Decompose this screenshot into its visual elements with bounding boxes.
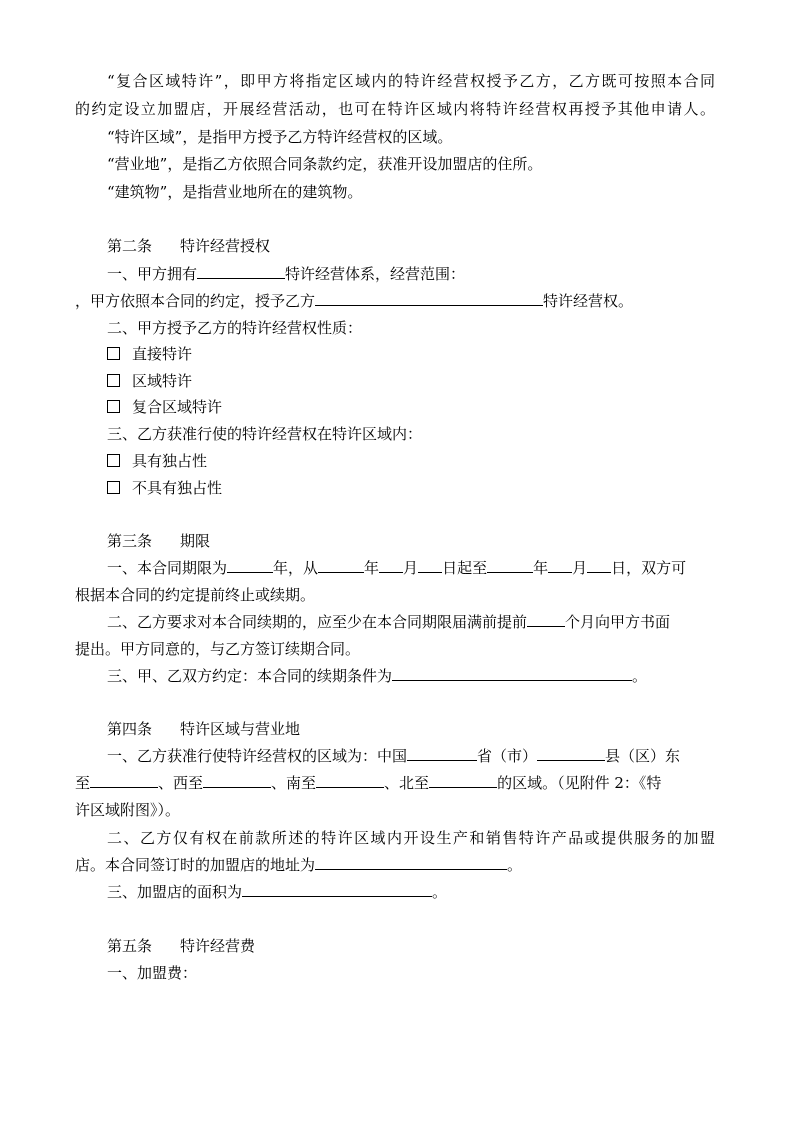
article-4-text-west: 、西至: [158, 774, 204, 792]
article-2-item-1-text-d: 特许经营权。: [543, 292, 634, 310]
granted-franchise-blank[interactable]: [315, 290, 543, 306]
article-4-item-1-line1: [75, 743, 715, 770]
south-boundary-blank[interactable]: [316, 772, 384, 788]
store-area-blank[interactable]: [242, 881, 432, 897]
county-blank[interactable]: [537, 745, 605, 761]
article-2-item-1-line1: [75, 261, 715, 288]
article-4-text-b: 省（市）: [477, 747, 538, 765]
article-5-heading: [75, 933, 715, 960]
article-4-text-appendix: 的区域。（见附件 2：《特: [497, 774, 662, 792]
article-3-item-2-text-b: 个月向甲方书面: [565, 613, 671, 631]
article-2-item-1-text-a: 一、甲方拥有: [107, 265, 198, 283]
article-4-item-3-text-b: 。: [432, 883, 448, 901]
definition-business-premises: “营业地”，是指乙方依照合同条款约定，获准开设加盟店的住所。: [107, 155, 543, 173]
article-2-item-1-text-c: ，甲方依照本合同的约定，授予乙方: [75, 292, 316, 310]
start-year-blank[interactable]: [318, 557, 364, 573]
option-exclusive-label: 具有独占性: [132, 452, 208, 470]
option-area-franchise[interactable]: [75, 368, 715, 395]
end-month-blank[interactable]: [548, 557, 572, 573]
article-4-item-2-line2: [75, 852, 715, 879]
article-3-heading: [75, 528, 715, 555]
article-3-text-g: 月: [572, 559, 588, 577]
checkbox-icon[interactable]: [107, 347, 120, 360]
article-5-item-1: 一、加盟费：: [107, 964, 198, 982]
article-2-item-2: 二、甲方授予乙方的特许经营权性质：: [107, 319, 363, 337]
definition-compound-franchise-line2: 的约定设立加盟店，开展经营活动，也可在特许区域内将特许经营权再授予其他申请人。: [75, 100, 715, 118]
article-5-number: 第五条: [107, 937, 153, 955]
article-4-item-2-text-b: 。: [507, 856, 523, 874]
article-3-item-3-text-a: 三、甲、乙双方约定：本合同的续期条件为: [107, 667, 393, 685]
start-day-blank[interactable]: [418, 557, 442, 573]
article-3-text-d: 月: [403, 559, 419, 577]
article-3-text-f: 年: [533, 559, 549, 577]
end-day-blank[interactable]: [587, 557, 611, 573]
article-5-title: 特许经营费: [180, 937, 256, 955]
option-direct-franchise[interactable]: [75, 341, 715, 368]
option-compound-area-franchise-label: 复合区域特许: [132, 398, 223, 416]
article-4-item-3-text-a: 三、加盟店的面积为: [107, 883, 243, 901]
article-2-item-1-text-b: 特许经营体系，经营范围：: [285, 265, 466, 283]
article-3-item-3: [75, 663, 715, 690]
article-2-item-1-line2: [75, 288, 715, 315]
article-3-text-e: 日起至: [442, 559, 488, 577]
article-4-text-north: 、北至: [384, 774, 430, 792]
checkbox-icon[interactable]: [107, 454, 120, 467]
article-4-text-a: 一、乙方获准行使特许经营权的区域为：中国: [107, 747, 408, 765]
article-4-number: 第四条: [107, 720, 153, 738]
article-4-item-2-text-a: 店。本合同签订时的加盟店的地址为: [75, 856, 316, 874]
option-non-exclusive-label: 不具有独占性: [132, 479, 223, 497]
definition-building: “建筑物”，是指营业地所在的建筑物。: [107, 183, 363, 201]
article-2-heading: [75, 233, 715, 260]
article-3-item-3-text-b: 。: [632, 667, 648, 685]
store-address-blank[interactable]: [315, 854, 507, 870]
article-3-item-1-line1: [75, 555, 715, 582]
article-4-item-1-line2: [75, 770, 715, 797]
option-exclusive[interactable]: [75, 448, 715, 475]
article-2-number: 第二条: [107, 237, 153, 255]
province-blank[interactable]: [407, 745, 477, 761]
article-3-text-b: 年，从: [273, 559, 319, 577]
west-boundary-blank[interactable]: [203, 772, 271, 788]
article-3-text-c: 年: [364, 559, 380, 577]
option-non-exclusive[interactable]: [75, 475, 715, 502]
renewal-conditions-blank[interactable]: [392, 665, 632, 681]
checkbox-icon[interactable]: [107, 374, 120, 387]
east-boundary-blank[interactable]: [90, 772, 158, 788]
option-direct-franchise-label: 直接特许: [132, 345, 193, 363]
article-4-text-east: 至: [75, 774, 91, 792]
article-3-title: 期限: [180, 532, 211, 550]
term-years-blank[interactable]: [227, 557, 273, 573]
article-3-number: 第三条: [107, 532, 153, 550]
start-month-blank[interactable]: [379, 557, 403, 573]
article-4-title: 特许区域与营业地: [180, 720, 301, 738]
renewal-months-blank[interactable]: [527, 611, 565, 627]
franchise-system-name-blank[interactable]: [197, 263, 285, 279]
article-4-item-3: [75, 879, 715, 906]
definition-franchise-area: “特许区域”，是指甲方授予乙方特许经营权的区域。: [107, 128, 453, 146]
article-4-text-c: 县（区）东: [605, 747, 681, 765]
article-4-heading: [75, 716, 715, 743]
article-3-item-2-line2: 提出。甲方同意的，与乙方签订续期合同。: [75, 640, 361, 658]
article-3-text-a: 一、本合同期限为: [107, 559, 228, 577]
checkbox-icon[interactable]: [107, 400, 120, 413]
article-4-item-1-line3: 许区域附图》）。: [75, 801, 181, 819]
option-compound-area-franchise[interactable]: [75, 394, 715, 421]
end-year-blank[interactable]: [487, 557, 533, 573]
article-3-item-1-line2: 根据本合同的约定提前终止或续期。: [75, 586, 316, 604]
article-3-item-2-line1: [75, 609, 715, 636]
article-2-title: 特许经营授权: [180, 237, 271, 255]
article-3-item-2-text-a: 二、乙方要求对本合同续期的，应至少在本合同期限届满前提前: [107, 613, 528, 631]
definition-compound-franchise-line1: “复合区域特许”，即甲方将指定区域内的特许经营权授予乙方，乙方既可按照本合同: [107, 72, 715, 90]
checkbox-icon[interactable]: [107, 481, 120, 494]
article-4-item-2-line1: 二、乙方仅有权在前款所述的特许区域内开设生产和销售特许产品或提供服务的加盟: [107, 829, 715, 847]
option-area-franchise-label: 区域特许: [132, 372, 193, 390]
article-3-text-h: 日，双方可: [611, 559, 687, 577]
north-boundary-blank[interactable]: [429, 772, 497, 788]
article-4-text-south: 、南至: [271, 774, 317, 792]
article-2-item-3: 三、乙方获准行使的特许经营权在特许区域内：: [107, 425, 423, 443]
